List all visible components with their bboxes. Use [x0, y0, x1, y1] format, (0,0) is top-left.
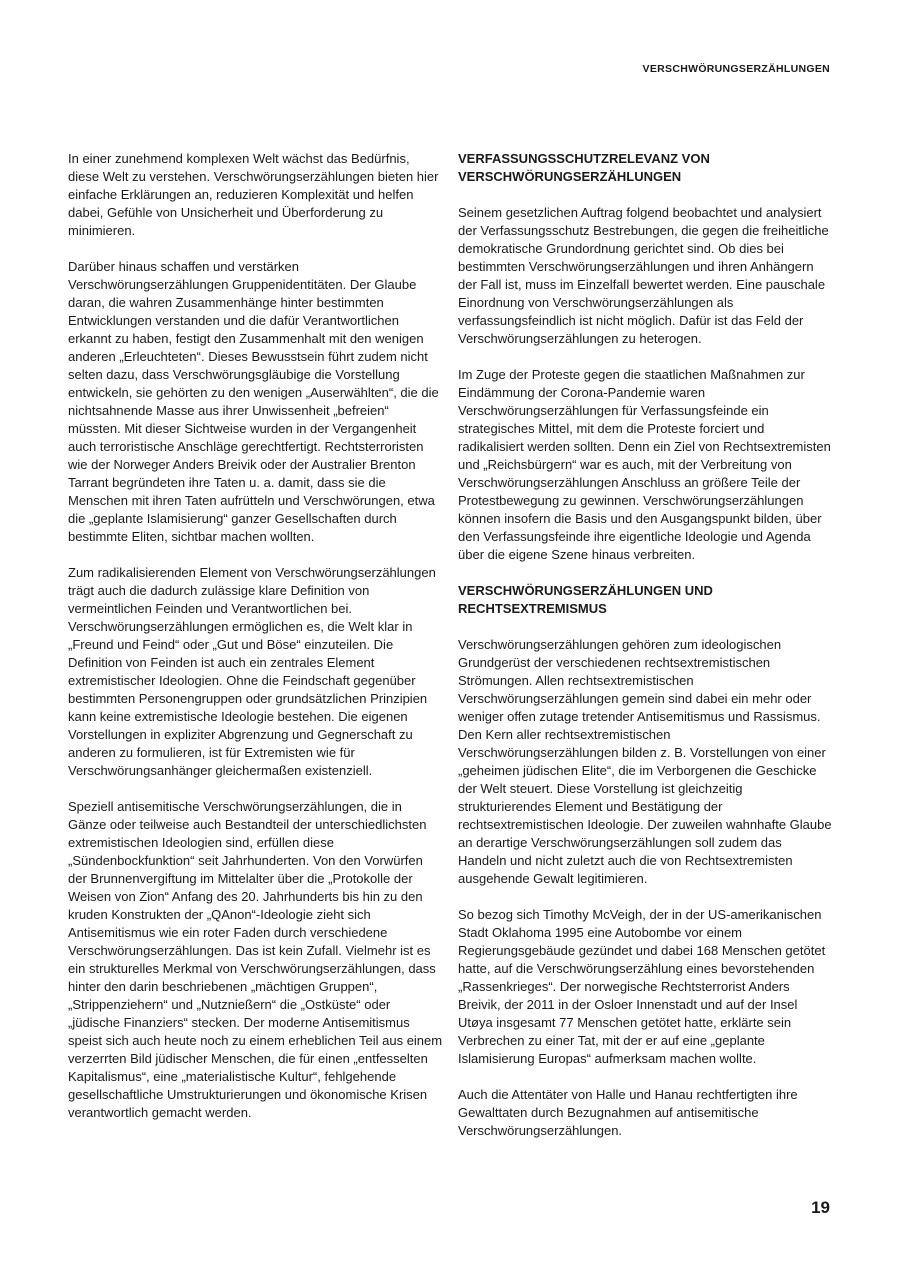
- paragraph: In einer zunehmend komplexen Welt wächst das Bedürfnis, diese Welt zu verstehen. Verschwörungserzählungen bieten hier einfache Erklärungen an, reduzieren Komplexität und helfen dabei, Gefühle von Unsicherheit und Überforderung zu minimieren.: [68, 151, 439, 238]
- paragraph: Verschwörungserzählungen gehören zum ideologischen Grundgerüst der verschiedenen rechtsextremistischen Strömungen. Allen rechtsextremistischen Verschwörungserzählungen gemein sind dabei ein mehr oder weniger offen zutage tretender Antisemitismus und Rassismus. Den Kern aller rechtsextremistischen Verschwörungserzählungen bilden z. B. Vorstellungen von einer „geheimen jüdischen Elite“, die im Verborgenen die Geschicke der Welt steuert. Diese Vorstellung ist gleichzeitig strukturierendes Element und Bestätigung der rechtsextremistischen Ideologie. Der zuweilen wahnhafte Glaube an derartige Verschwörungserzählungen soll zudem das Handeln und nicht zuletzt auch die von Rechtsextremisten ausgehende Gewalt legitimieren.: [458, 637, 832, 886]
- right-column: [458, 150, 833, 1158]
- section-heading: VERSCHWÖRUNGSERZÄHLUNGEN UND RECHTSEXTREMISMUS: [458, 583, 713, 616]
- paragraph: Zum radikalisierenden Element von Verschwörungserzählungen trägt auch die dadurch zulässige klare Definition von vermeintlichen Feinden und Verantwortlichen bei. Verschwörungserzählungen ermöglichen es, die Welt klar in „Freund und Feind“ oder „Gut und Böse“ einzuteilen. Die Definition von Feinden ist auch ein zentrales Element extremistischer Ideologien. Ohne die Feindschaft gegenüber bestimmten Personengruppen oder grundsätzlichen Prinzipien kann keine extremistische Ideologie bestehen. Die eigenen Vorstellungen in expliziter Abgrenzung und Gegnerschaft zu anderen zu formulieren, ist für Extremisten wie für Verschwörungsanhänger gleichermaßen existenziell.: [68, 565, 436, 778]
- page-number: 19: [811, 1198, 830, 1217]
- section-heading: VERFASSUNGSSCHUTZRELEVANZ VON VERSCHWÖRUNGSERZÄHLUNGEN: [458, 151, 710, 184]
- paragraph: Speziell antisemitische Verschwörungserzählungen, die in Gänze oder teilweise auch Bestandteil der unterschiedlichsten extremistischen Ideologien sind, erfüllen diese „Sündenbockfunktion“ seit Jahrhunderten. Von den Vorwürfen der Brunnenvergiftung im Mittelalter über die „Protokolle der Weisen von Zion“ Anfang des 20. Jahrhunderts bis hin zu den kruden Konstrukten der „QAnon“-Ideologie zieht sich Antisemitismus wie ein roter Faden durch verschiedene Verschwörungserzählungen. Das ist kein Zufall. Vielmehr ist es ein strukturelles Merkmal von Verschwörungserzählungen, dass hinter den darin beschriebenen „mächtigen Gruppen“, „Strippenziehern“ und „Nutznießern“ die „Ostküste“ oder „jüdische Finanziers“ stecken. Der moderne Antisemitismus speist sich auch heute noch zu einem erheblichen Teil aus einem verzerrten Bild jüdischer Menschen, die für einen „entfesselten Kapitalismus“, eine „materialistische Kultur“, fehlgehende gesellschaftliche Umstrukturierungen und ökonomische Krisen verantwortlich gemacht werden.: [68, 799, 443, 1120]
- running-header: VERSCHWÖRUNGSERZÄHLUNGEN: [642, 63, 830, 75]
- paragraph: Im Zuge der Proteste gegen die staatlichen Maßnahmen zur Eindämmung der Corona-Pandemie waren Verschwörungserzählungen für Verfassungsfeinde ein strategisches Mittel, mit dem die Proteste forciert und radikalisiert werden sollten. Denn ein Ziel von Rechtsextremisten und „Reichsbürgern“ war es auch, mit der Verbreitung von Verschwörungserzählungen Anschluss an größere Teile der Protestbewegung zu gewinnen. Verschwörungserzählungen können insofern die Basis und den Ausgangspunkt bilden, über den Verfassungsfeinde ihre eigentliche Ideologie und Agenda über die eigene Szene hinaus verbreiten.: [458, 367, 831, 562]
- paragraph: So bezog sich Timothy McVeigh, der in der US-amerikanischen Stadt Oklahoma 1995 eine Autobombe vor einem Regierungsgebäude gezündet und dabei 168 Menschen getötet hatte, auf die Verschwörungserzählung eines bevorstehenden „Rassenkrieges“. Der norwegische Rechtsterrorist Anders Breivik, der 2011 in der Osloer Innenstadt und auf der Insel Utøya insgesamt 77 Menschen getötet hatte, erklärte sein Verbrechen zu einer Tat, mit der er auf eine „geplante Islamisierung Europas“ aufmerksam machen wollte.: [458, 907, 826, 1066]
- paragraph: Auch die Attentäter von Halle und Hanau rechtfertigten ihre Gewalttaten durch Bezugnahmen auf antisemitische Verschwörungserzählungen.: [458, 1087, 798, 1138]
- paragraph: Darüber hinaus schaffen und verstärken Verschwörungserzählungen Gruppenidentitäten. Der Glaube daran, die wahren Zusammenhänge hinter bestimmten Entwicklungen verstanden und die dafür Verantwortlichen erkannt zu haben, festigt den Zusammenhalt mit den wenigen anderen „Erleuchteten“. Dieses Bewusstsein führt zudem nicht selten dazu, dass Verschwörungsgläubige die Vorstellung entwickeln, sie gehörten zu den wenigen „Auserwählten“, die die nichtsahnende Masse aus ihrer Unwissenheit „befreien“ müssten. Mit dieser Sichtweise wurden in der Vergangenheit auch terroristische Anschläge gerechtfertigt. Rechtsterroristen wie der Norweger Anders Breivik oder der Australier Brenton Tarrant begründeten ihre Taten u. a. damit, dass sie die Menschen mit ihren Taten aufrütteln und Verschwörungen, etwa die „geplante Islamisierung“ ganzer Gesellschaften durch bestimmte Eliten, sichtbar machen wollten.: [68, 259, 439, 544]
- paragraph: Seinem gesetzlichen Auftrag folgend beobachtet und analysiert der Verfassungsschutz Bestrebungen, die gegen die freiheitliche demokratische Grundordnung gerichtet sind. Ob dies bei bestimmten Verschwörungserzählungen und ihren Anhängern der Fall ist, muss im Einzelfall bewertet werden. Eine pauschale Einordnung von Verschwörungserzählungen als verfassungsfeindlich ist nicht möglich. Dafür ist das Feld der Verschwörungserzählungen zu heterogen.: [458, 205, 829, 346]
- left-column: [68, 150, 443, 1140]
